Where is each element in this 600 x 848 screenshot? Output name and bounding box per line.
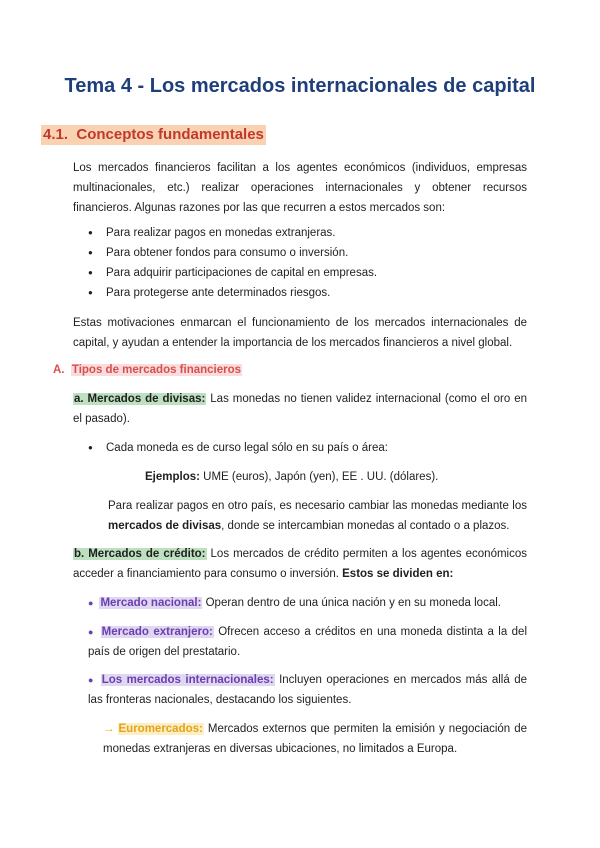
bullet-icon: ● [88,675,95,685]
credito-item-extranjero [88,622,527,662]
divisas-para-before: Para realizar pagos en otro país, es necesario cambiar las monedas mediante los [108,500,527,512]
motivation-paragraph: Estas motivaciones enmarcan el funcionamiento de los mercados internacionales de capital, y ayudan a entender la importancia de los mercados financieros a nivel global. [73,317,527,349]
document-title: Tema 4 - Los mercados internacionales de capital [64,75,536,97]
euromercados-item [103,719,527,759]
section-number: 4.1. [43,126,69,143]
divisas-para-after: , donde se intercambian monedas al contado o a plazos. [221,520,510,532]
credito-item-label: Los mercados internacionales: [101,674,274,686]
list-item: ● Cada moneda es de curso legal sólo en su país o área: [88,438,388,458]
credito-item-internacionales [88,670,527,710]
credito-bold-end: Estos se dividen en: [342,568,454,580]
divisas-para-bold: mercados de divisas [108,520,222,532]
subsection-label: Tipos de mercados financieros [71,364,242,376]
list-item: ● Para obtener fondos para consumo o inversión. [88,243,377,263]
euromercados-label: Euromercados: [118,723,203,735]
divisas-label: a. Mercados de divisas: [74,393,206,405]
reasons-list [88,223,377,303]
divisas-bullet-list [88,438,388,458]
credito-item-text: Operan dentro de una única nación y en su moneda local. [205,597,501,609]
credito-item-text: Incluyen operaciones en mercados más allá de las fronteras nacionales, destacando los siguientes. [88,674,527,706]
credito-label: b. Mercados de crédito: [74,548,206,560]
credito-item-text: Ofrecen acceso a créditos en una moneda distinta a la del país de origen del prestatario. [88,626,527,658]
euromercados-text: Mercados externos que permiten la emisión y negociación de monedas extranjeras en diversas ubicaciones, no limitados a Europa. [103,723,527,755]
credito-item-label: Mercado extranjero: [101,626,213,638]
divisas-text: Las monedas no tienen validez internacional (como el oro en el pasado). [73,393,527,425]
subsection-heading [53,360,242,380]
list-item: ● Para adquirir participaciones de capital en empresas. [88,263,377,283]
section-label: Conceptos fundamentales [76,126,264,143]
examples-text: UME (euros), Japón (yen), EE . UU. (dólares). [203,471,439,483]
examples-label: Ejemplos: [145,471,200,483]
section-heading [41,125,266,145]
subsection-letter: A. [53,364,65,376]
intro-paragraph: Los mercados financieros facilitan a los agentes económicos (individuos, empresas multinacionales, etc.) realizar operaciones internacionales y obtener recursos financieros. Algunas razones por las que recurren a estos mercados son: [73,162,527,214]
list-item: ● Para realizar pagos en monedas extranjeras. [88,223,377,243]
credito-paragraph [73,544,527,584]
credito-item-label: Mercado nacional: [100,597,202,609]
divisas-exchange-paragraph [108,496,527,536]
credito-item-nacional [88,593,527,613]
arrow-right-icon: → [103,723,115,735]
credito-text: Los mercados de crédito permiten a los agentes económicos acceder a financiamiento para consumo o inversión. [73,548,528,580]
bullet-icon: ● [88,598,94,608]
list-item: ● Para protegerse ante determinados riesgos. [88,283,377,303]
examples-line [145,467,525,487]
bullet-icon: ● [88,627,95,637]
divisas-paragraph [73,389,527,429]
